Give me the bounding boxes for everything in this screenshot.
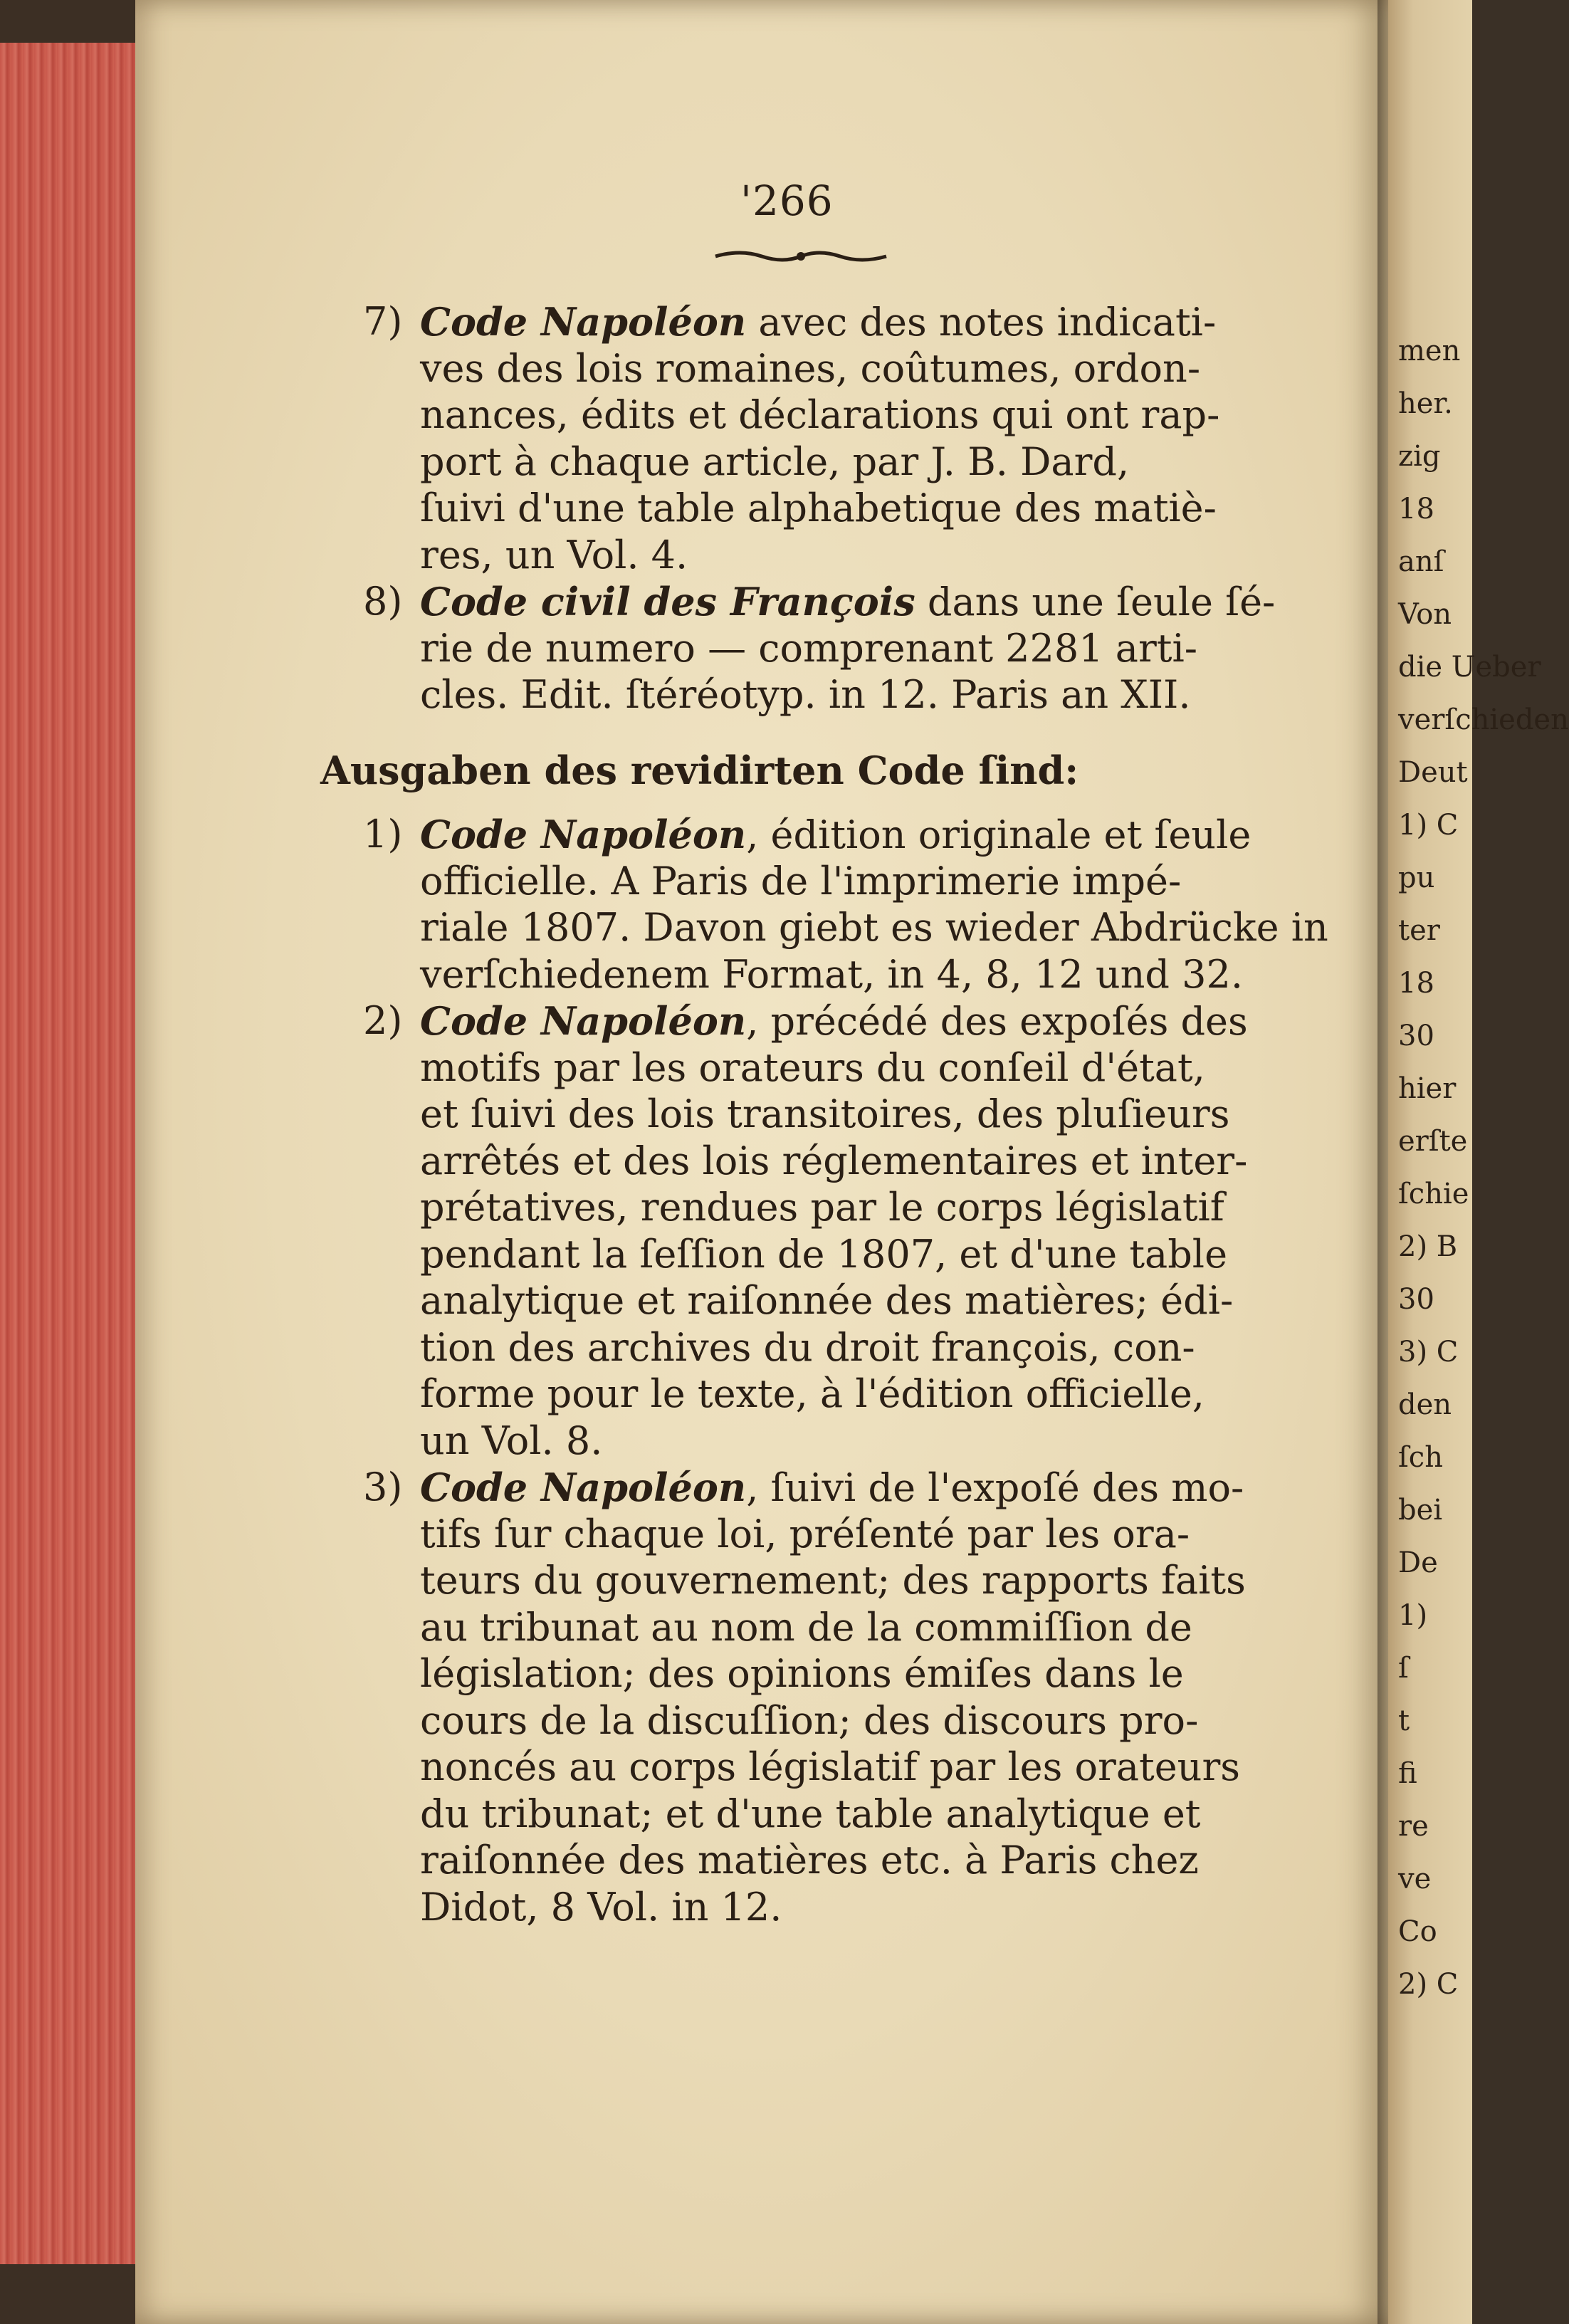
text-line: teurs du gouvernement; des rapports faits <box>420 1558 1246 1603</box>
text-line: pendant la ſeſſion de 1807, et d'une table <box>420 1231 1228 1277</box>
text-line: et ſuivi des lois transitoires, des pluſieurs <box>420 1092 1230 1136</box>
text-line: tion des archives du droit françois, con- <box>420 1324 1195 1370</box>
next-page-fragment: re <box>1398 1810 1429 1843</box>
text-line: rie de numero — comprenant 2281 arti- <box>420 625 1197 671</box>
next-page-fragment: 18 <box>1398 493 1434 525</box>
next-page-fragment: 3) C <box>1398 1336 1459 1368</box>
text-line <box>420 812 1251 858</box>
next-page-edge <box>1388 0 1569 2324</box>
next-page-fragment: hier <box>1398 1072 1457 1105</box>
text-line: du tribunat; et d'une table analytique et <box>420 1791 1201 1836</box>
title-italic: Code Napoléon <box>420 812 747 857</box>
text-line: tifs ſur chaque loi, préſenté par les ora- <box>420 1511 1190 1556</box>
next-page-fragment: bei <box>1398 1494 1443 1527</box>
text-line: cles. Edit. ſtéréotyp. in 12. Paris an XII. <box>420 672 1191 717</box>
next-page-fragment: verſchieden <box>1398 703 1569 736</box>
entry-number: 7) <box>363 299 403 344</box>
text-line: analytique et raiſonnée des matières; édi- <box>420 1278 1234 1323</box>
next-page-fragment: den <box>1398 1388 1452 1421</box>
title-rest: dans une ſeule ſé- <box>915 580 1276 624</box>
text-line: un Vol. 8. <box>420 1418 603 1463</box>
ornament-rule <box>712 248 890 265</box>
next-page-fragment: ſch <box>1398 1441 1443 1474</box>
next-page-fragment: pu <box>1398 862 1435 894</box>
entry-number: 2) <box>363 998 403 1043</box>
text-line: ſuivi d'une table alphabetique des matiè- <box>420 486 1217 530</box>
text-line: législation; des opinions émiſes dans le <box>420 1651 1184 1696</box>
title-rest: , précédé des expoſés des <box>746 999 1248 1044</box>
text-line: forme pour le texte, à l'édition officielle, <box>420 1371 1205 1416</box>
next-page-fragment: Deut <box>1398 756 1468 789</box>
title-italic: Code Napoléon <box>420 299 747 345</box>
section-heading: Ausgaben des revidirten Code ſind: <box>320 747 1079 793</box>
page-number: '266 <box>740 177 834 225</box>
page-edge-red <box>0 43 137 2264</box>
next-page-fragment: ter <box>1398 914 1440 947</box>
text-line: raiſonnée des matières etc. à Paris chez <box>420 1838 1199 1883</box>
next-page-fragment: 1) <box>1398 1599 1428 1632</box>
text-line: noncés au corps législatif par les orateurs <box>420 1744 1240 1789</box>
text-line: prétatives, rendues par le corps législatif <box>420 1185 1224 1230</box>
text-line <box>420 299 1216 345</box>
next-page-fragment: fi <box>1398 1757 1417 1790</box>
next-page-fragment: 18 <box>1398 967 1434 1000</box>
title-italic: Code Napoléon <box>420 1465 747 1510</box>
next-page-fragment: Von <box>1398 598 1452 631</box>
text-line: Didot, 8 Vol. in 12. <box>420 1884 782 1930</box>
text-line: au tribunat au nom de la commiſſion de <box>420 1604 1192 1650</box>
next-page-fragment: 2) B <box>1398 1230 1458 1263</box>
entry-number: 3) <box>363 1465 403 1509</box>
text-line: cours de la discuſſion; des discours pro- <box>420 1697 1199 1743</box>
text-line <box>420 579 1275 625</box>
text-line: ves des lois romaines, coûtumes, ordon- <box>420 345 1201 391</box>
next-page-fragment: t <box>1398 1705 1410 1737</box>
title-rest: avec des notes indicati- <box>746 300 1217 345</box>
text-line: motifs par les orateurs du conſeil d'état, <box>420 1045 1205 1090</box>
title-rest: , ſuivi de l'expoſé des mo- <box>746 1465 1244 1510</box>
next-page-fragment: men <box>1398 335 1461 367</box>
title-italic: Code Napoléon <box>420 998 747 1044</box>
next-page-fragment: anſ <box>1398 545 1444 578</box>
next-page-fragment: ſchie <box>1398 1178 1469 1210</box>
text-line <box>420 998 1248 1045</box>
next-page-fragment: 2) C <box>1398 1968 1459 2001</box>
text-line: verſchiedenem Format, in 4, 8, 12 und 32. <box>420 951 1244 997</box>
next-page-fragment: 30 <box>1398 1020 1434 1052</box>
next-page-fragment: ſ <box>1398 1652 1409 1685</box>
entry-number: 1) <box>363 812 403 857</box>
title-italic: Code civil des François <box>420 579 915 624</box>
text-line: port à chaque article, par J. B. Dard, <box>420 439 1130 484</box>
text-line <box>420 1465 1244 1511</box>
next-page-fragment: die Ueber <box>1398 651 1541 684</box>
next-page-fragment: zig <box>1398 440 1441 473</box>
text-line: officielle. A Paris de l'imprimerie impé- <box>420 858 1182 904</box>
next-page-fragment: 30 <box>1398 1283 1434 1316</box>
next-page-fragment: erſte <box>1398 1125 1468 1158</box>
text-line: riale 1807. Davon giebt es wieder Abdrücke in <box>420 905 1328 950</box>
title-rest: , édition originale et ſeule <box>746 812 1251 857</box>
text-line: arrêtés et des lois réglementaires et inter- <box>420 1138 1248 1183</box>
next-page-fragment: her. <box>1398 387 1453 420</box>
next-page-fragment: 1) C <box>1398 809 1459 842</box>
text-line: res, un Vol. 4. <box>420 532 688 577</box>
entry-number: 8) <box>363 579 403 624</box>
next-page-fragment: Co <box>1398 1915 1437 1948</box>
next-page-fragment: ve <box>1398 1863 1432 1895</box>
next-page-fragment: De <box>1398 1546 1438 1579</box>
text-line: nances, édits et déclarations qui ont rap- <box>420 392 1220 437</box>
